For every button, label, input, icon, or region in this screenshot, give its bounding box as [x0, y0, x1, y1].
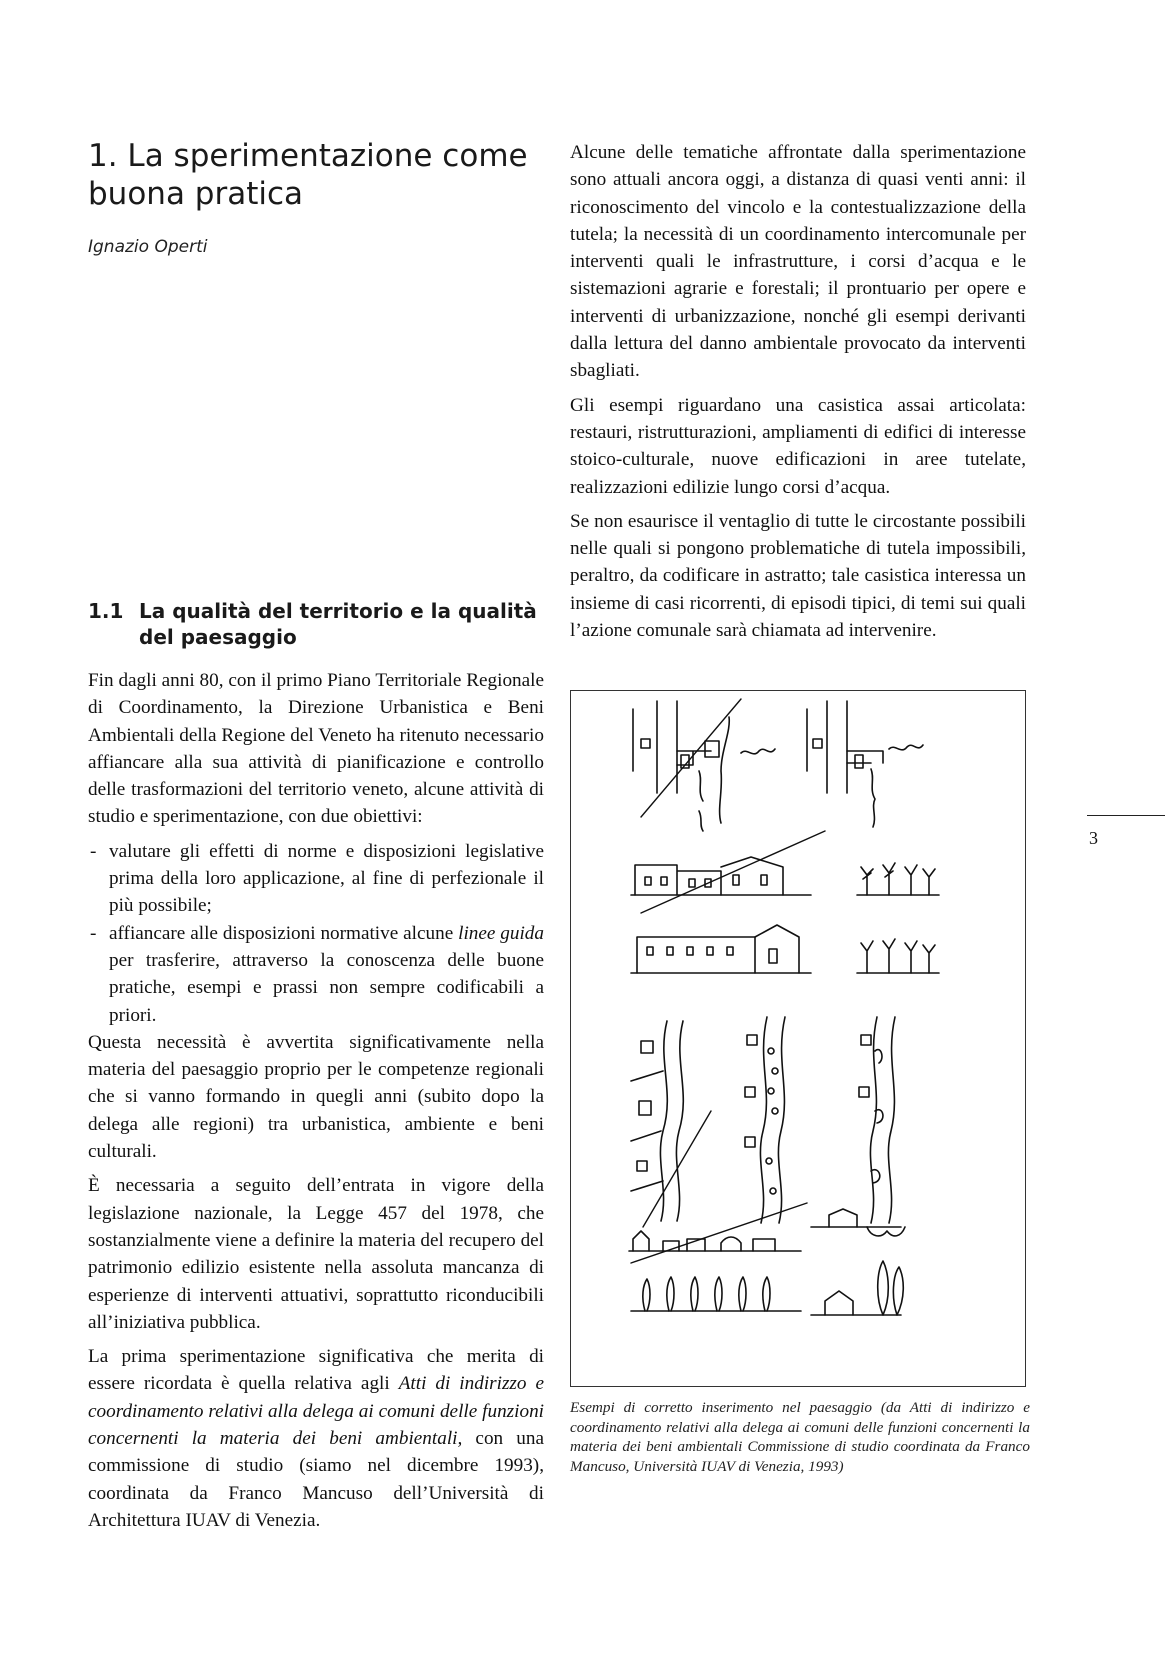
paragraph-text: con una commissione di studio (siamo nel dicembre 1993), coordinata da Franco Mancuso dell’Università di Architettura IUAV di Venezia. — [88, 1428, 544, 1531]
list-item-text: per trasferire, attraverso la conoscenza delle buone pratiche, esempi e prassi non sempre codificabili a priori. — [109, 949, 544, 1026]
list-item-text: valutare gli effetti di norme e disposizioni legislative prima della loro applicazione, al fine di perfezionale il più possibile; — [109, 840, 544, 917]
section-title: La qualità del territorio e la qualità del paesaggio — [139, 599, 537, 649]
margin-rule — [1087, 815, 1165, 816]
page-number: 3 — [1089, 828, 1098, 848]
paragraph: Se non esaurisce il ventaglio di tutte le circostante possibili nelle quali si pongono problematiche di tutela impossibili, peraltro, da codificare in astratto; tale casistica interessa un insieme di casi ricorrenti, di episodi tipici, di temi sui quali l’azione comunale sarà chiamata ad intervenire. — [570, 510, 1026, 642]
plan-sketch-correct — [807, 701, 923, 827]
paragraph: Gli esempi riguardano una casistica assai articolata: restauri, ristrutturazioni, ampliamenti di edifici di interesse stoico-culturale, nuove edificazioni in aree tutelate, realizzazioni edilizie lungo corsi d’acqua. — [570, 394, 1026, 498]
paragraph: Questa necessità è avvertita significativamente nella materia del paesaggio proprio per le competenze regionali che si vanno formando in quegli anni (subito dopo la delega alle regioni) tra urbanistica, ambiente e beni culturali. — [88, 1031, 544, 1163]
author-name: Ignazio Operti — [88, 237, 208, 257]
list-item-text: affiancare alle disposizioni normative alcune — [109, 922, 459, 944]
paragraph-text: La prima sperimentazione significativa che merita di essere ricordata è quella relativa agli — [88, 1346, 544, 1395]
figure-sketches — [570, 690, 1026, 1387]
paragraph — [88, 1343, 544, 1534]
dash-bullet: - — [90, 922, 97, 944]
left-column — [88, 667, 544, 1541]
landscape-section-sketches — [629, 1203, 905, 1315]
section-heading — [88, 598, 548, 650]
elevation-sketch-correct — [631, 925, 939, 973]
section-number: 1.1 — [88, 599, 124, 623]
figure-caption: Esempi di corretto inserimento nel paesaggio (da Atti di indirizzo e coordinamento relativi alla delega ai comuni delle funzioni concernenti la materia dei beni ambientali Commissione di studio coordinata da Franco Mancuso, Università IUAV di Venezia, 1993) — [570, 1399, 1030, 1475]
paragraph: Fin dagli anni 80, con il primo Piano Territoriale Regionale di Coordinamento, la Direzione Urbanistica e Beni Ambientali della Regione del Veneto ha ritenuto necessario affiancare alla sua attività di pianificazione e controllo delle trasformazioni del territorio veneto, alcune attività di studio e sperimentazione, con due obiettivi: — [88, 670, 544, 828]
elevation-sketch-wrong — [631, 831, 939, 913]
italic-title: Atti di indirizzo e coordinamento relativi alla delega ai comuni delle funzioni concernenti la materia dei beni ambientali, — [88, 1373, 544, 1450]
river-plan-sketches — [631, 1017, 895, 1227]
list-item — [88, 838, 544, 920]
italic-term: linee guida — [458, 922, 544, 944]
paragraph: È necessaria a seguito dell’entrata in vigore della legislazione nazionale, la Legge 457 del 1978, che sostanzialmente viene a definire la materia del recupero del patrimonio edilizio esistente nella assoluta mancanza di esperienze di interventi attuativi, soprattutto riconducibili all’iniziativa pubblica. — [88, 1175, 545, 1333]
list-item — [88, 920, 544, 1029]
right-column — [570, 139, 1026, 651]
objectives-list — [88, 838, 544, 1029]
chapter-title: 1. La sperimentazione come buona pratica — [88, 138, 528, 212]
paragraph: Alcune delle tematiche affrontate dalla sperimentazione sono attuali ancora oggi, a distanza di quasi venti anni: il riconoscimento del vincolo e la contestualizzazione della tutela; la necessità di un coordinamento intercomunale per interventi quali le infrastrutture, i corsi d’acqua e le sistemazioni agrarie e forestali; il prontuario per opere e interventi di urbanizzazione, nonché gli esempi derivanti dalla lettura del danno ambientale provocato da interventi sbagliati. — [570, 142, 1026, 382]
plan-sketch-wrong — [633, 699, 775, 831]
dash-bullet: - — [90, 840, 97, 862]
